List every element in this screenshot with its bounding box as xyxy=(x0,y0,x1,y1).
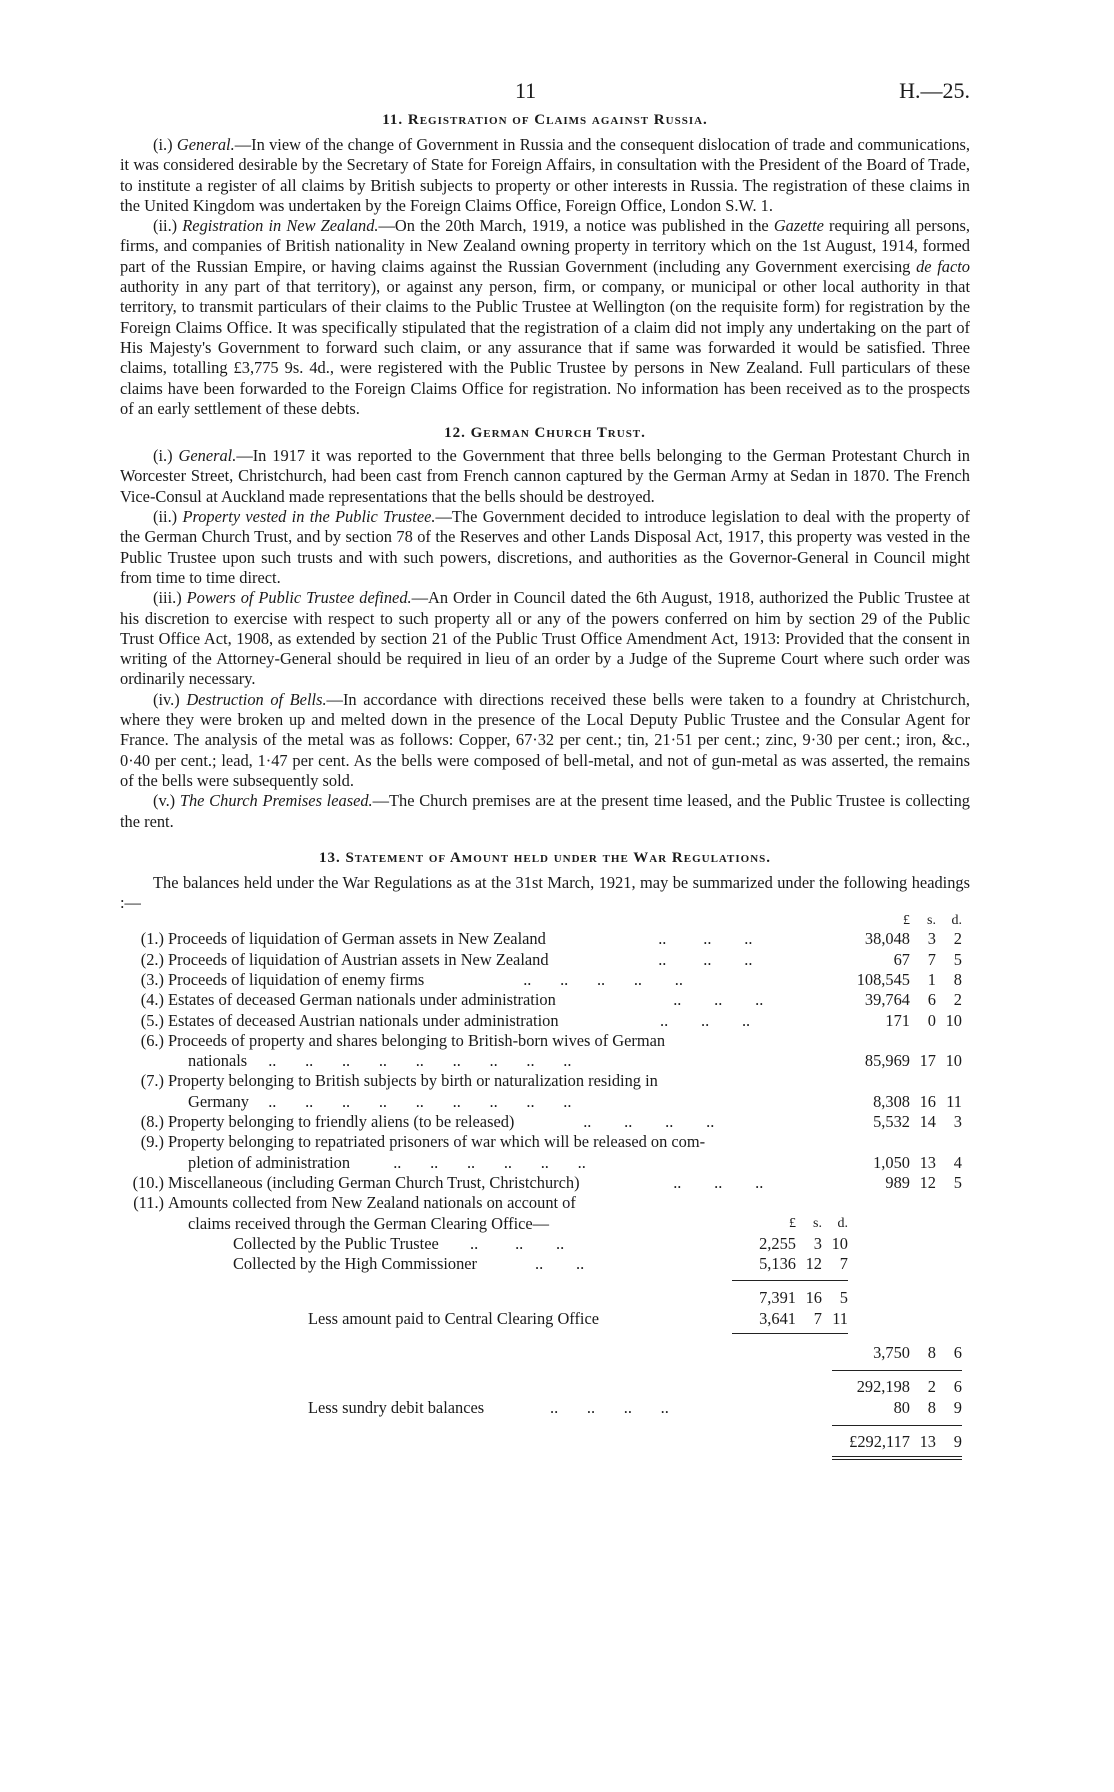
total-rule xyxy=(832,1370,962,1371)
s13-intro: The balances held under the War Regulations as at the 31st March, 1921, may be summarized under the following headings :— xyxy=(120,872,970,913)
table-row: (4.) Estates of deceased German nationals under administration .. .. .. 39,764 6 2 xyxy=(140,990,962,1010)
less-debit-row: Less sundry debit balances .. .. .. .. 80 8 9 xyxy=(308,1397,962,1417)
s12-paragraph-4: (iv.) Destruction of Bells.—In accordance with directions received these bells were taken to a foundry at Christchurch, where they were broken up and melted down in the presence of the Local Deputy Public Trustee and the Consular Agent for France. The analysis of the metal was as follows: Copper, 67·32 per cent.; tin, 21·51 per cent.; zinc, 9·30 per cent.; iron, &c., 0·40 per cent.; lead, 1·47 per cent. As the bells were composed of bell-metal, and not of gun-metal as was asserted, the remains of the bells were subsequently sold. xyxy=(120,689,970,790)
s11-paragraph-1: (i.) General.—In view of the change of Government in Russia and the consequent dislocation of trade and communications, it was considered desirable by the Secretary of State for Foreign Affairs, in consultation with the President of the Board of Trade, to institute a register of all claims by British subjects to property or other interests in Russia. The registration of these claims in the United Kingdom was undertaken by the Foreign Claims Office, Foreign Office, London S.W. 1. xyxy=(120,135,970,215)
table-row-continuation: Germany .. .. .. .. .. .. .. .. .. 8,308 16 11 xyxy=(188,1091,962,1111)
table-row: (10.) Miscellaneous (including German Church Trust, Christchurch) .. .. .. 989 12 5 xyxy=(132,1172,962,1192)
section-12-title: 12. German Church Trust. xyxy=(444,425,646,442)
grand-total-rule xyxy=(832,1425,962,1426)
page-header xyxy=(120,78,970,112)
table-row: (6.) Proceeds of property and shares belonging to British-born wives of German xyxy=(140,1030,666,1050)
table-row: (5.) Estates of deceased Austrian nationals under administration .. .. .. 171 0 10 xyxy=(140,1010,962,1030)
table-row: (11.) Amounts collected from New Zealand nationals on account of xyxy=(133,1193,576,1213)
table-row-continuation: pletion of administration .. .. .. .. .. .. 1,050 13 4 xyxy=(188,1152,962,1172)
subtotal-rule xyxy=(732,1280,848,1281)
document-page xyxy=(120,78,970,1462)
table-row: (1.) Proceeds of liquidation of German assets in New Zealand .. .. .. 38,048 3 2 xyxy=(140,929,962,949)
s12-paragraph-2: (ii.) Property vested in the Public Trustee.—The Government decided to introduce legislation to deal with the property of the German Church Trust, and by section 78 of the Reserves and other Lands Disposal Act, 1917, this property was vested in the Public Trustee upon such trusts and with such powers, discretions, and authorities as the Governor-General in Council might from time to time direct. xyxy=(120,507,970,587)
section-11-title: 11. Registration of Claims against Russia. xyxy=(382,112,708,128)
table-row: (2.) Proceeds of liquidation of Austrian assets in New Zealand .. .. .. 67 7 5 xyxy=(140,949,962,969)
grand-total-row: £292,117 13 9 xyxy=(849,1431,962,1451)
table-row: (7.) Property belonging to British subjects by birth or naturalization residing in xyxy=(140,1071,658,1091)
table-column-heads: £ s. d. xyxy=(903,913,962,929)
document-reference: H.—25. xyxy=(899,78,970,103)
s12-paragraph-1: (i.) General.—In 1917 it was reported to the Government that three bells belonging to the German Protestant Church in Worcester Street, Christchurch, had been cast from French cannon captured by the German Army at Sedan in 1870. The French Vice-Consul at Auckland made representations that the bells should be destroyed. xyxy=(120,446,970,506)
sub-row: Collected by the High Commissioner .. .. 5,136 12 7 xyxy=(233,1254,848,1274)
grand-total-double-rule xyxy=(832,1456,962,1460)
s12-paragraph-3: (iii.) Powers of Public Trustee defined.—An Order in Council dated the 6th August, 1918, authorized the Public Trustee at his discretion to exercise with respect to such property all or any of the powers conferred on him by section 29 of the Public Trust Office Act, 1908, as extended by section 21 of the Public Trust Office Amendment Act, 1913: Provided that the consent in writing of the Attorney-General should be required in lieu of an order by a Judge of the Supreme Court where such order was ordinarily necessary. xyxy=(120,588,970,689)
table-row: (8.) Property belonging to friendly aliens (to be released) .. .. .. .. 5,532 14 3 xyxy=(140,1112,962,1132)
page-number: 11 xyxy=(515,78,537,103)
table-row: (3.) Proceeds of liquidation of enemy firms .. .. .. .. .. 108,545 1 8 xyxy=(140,969,962,989)
table-row-continuation: claims received through the German Clearing Office— £ s. d. xyxy=(188,1213,848,1233)
s11-paragraph-2: (ii.) Registration in New Zealand.—On the 20th March, 1919, a notice was published in the Gazette requiring all persons, firms, and companies of British nationality in New Zealand owning property in territory which on the 1st August, 1914, formed part of the Russian Empire, or having claims against the Russian Government (including any Government exercising de facto authority in any part of that territory), or against any person, firm, or company, or municipal or other local authority in that territory, to transmit particulars of their claims to the Public Trustee at Wellington (on the requisite form) for registration by the Foreign Claims Office. It was specifically stipulated that the registration of a claim did not imply any undertaking on the part of His Majesty's Government to forward such claim, or any assurance that if same was forwarded it would be satisfied. Three claims, totalling £3,775 9s. 4d., were registered with the Public Trustee by persons in New Zealand. Full particulars of these claims have been forwarded to the Foreign Claims Office for registration. No information has been received as to the prospects of an early settlement of these debts. xyxy=(120,216,970,418)
balances-table xyxy=(120,913,970,1462)
less-rule xyxy=(732,1333,848,1334)
table-row: (9.) Property belonging to repatriated prisoners of war which will be released on com- xyxy=(140,1132,706,1152)
sub-row: Less amount paid to Central Clearing Office 3,641 7 11 xyxy=(308,1308,848,1328)
table-row-continuation: nationals .. .. .. .. .. .. .. .. .. 85,969 17 10 xyxy=(188,1051,962,1071)
s12-paragraph-5: (v.) The Church Premises leased.—The Church premises are at the present time leased, and the Public Trustee is collecting the rent. xyxy=(120,791,970,831)
sub-row: 7,391 16 5 xyxy=(759,1288,848,1308)
gross-total-row: 292,198 2 6 xyxy=(856,1377,962,1397)
section-13-title: 13. Statement of Amount held under the War Regulations. xyxy=(318,849,772,866)
sub-row: Collected by the Public Trustee .. .. .. 2,255 3 10 xyxy=(233,1233,848,1253)
sub-row: 3,750 8 6 xyxy=(873,1343,962,1363)
